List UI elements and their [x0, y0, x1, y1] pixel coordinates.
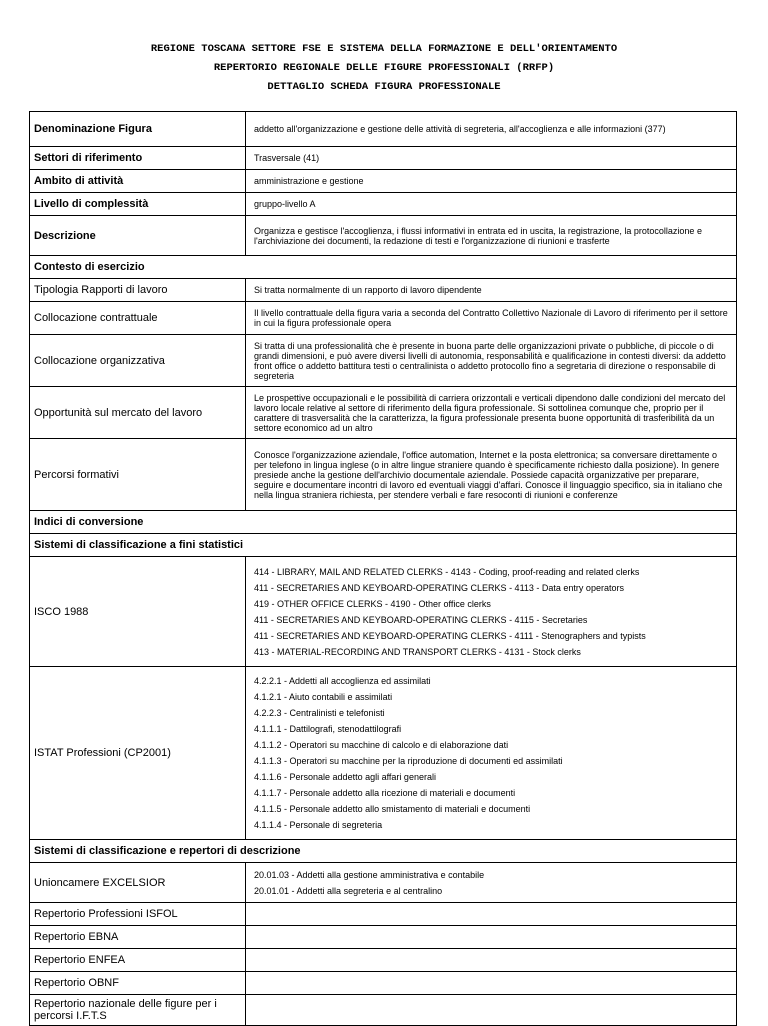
list-isco: [246, 557, 736, 666]
list-item: 4.1.1.7 - Personale addetto alla ricezione di materiali e documenti: [254, 788, 516, 798]
document-header: [0, 40, 768, 97]
list-item: 411 - SECRETARIES AND KEYBOARD-OPERATING CLERKS - 4115 - Secretaries: [254, 614, 588, 625]
label-opportunita: Opportunità sul mercato del lavoro: [30, 387, 246, 438]
value-ebna: [246, 926, 736, 948]
list-item: 20.01.03 - Addetti alla gestione amministrativa e contabile: [254, 869, 485, 880]
value-obnf: [246, 972, 736, 994]
value-organizzativa: Si tratta di una professionalità che è presente in buona parte delle organizzazioni private o pubbliche, di piccole o di grandi dimensioni, e può avere diversi livelli di autonomia, responsabilità e qualificazione in contesti diversi: da addetto front office o addetto battitura testi o centralinista o addetto protocollo fino a segretaria di direzione o responsabile di segreteria: [254, 340, 726, 381]
list-item: 20.01.01 - Addetti alla segreteria e al centralino: [254, 885, 443, 896]
value-denominazione: addetto all'organizzazione e gestione delle attività di segreteria, all'accoglienza e alle informazioni (377): [254, 124, 666, 134]
list-item: 413 - MATERIAL-RECORDING AND TRANSPORT CLERKS - 4131 - Stock clerks: [254, 646, 581, 657]
list-item: 4.1.1.3 - Operatori su macchine per la riproduzione di documenti ed assimilati: [254, 756, 563, 766]
section-indici: Indici di conversione: [30, 510, 736, 533]
value-ambito: amministrazione e gestione: [254, 176, 364, 186]
list-item: 4.1.1.5 - Personale addetto allo smistamento di materiali e documenti: [254, 804, 531, 814]
row-settori: [30, 146, 736, 169]
row-isco: [30, 556, 736, 666]
row-enfea: [30, 948, 736, 971]
row-ebna: [30, 925, 736, 948]
list-item: 4.2.2.1 - Addetti all accoglienza ed assimilati: [254, 676, 431, 686]
list-item: 4.2.2.3 - Centralinisti e telefonisti: [254, 708, 385, 718]
list-item: 411 - SECRETARIES AND KEYBOARD-OPERATING CLERKS - 4111 - Stenographers and typists: [254, 630, 646, 641]
label-organizzativa: Collocazione organizzativa: [30, 335, 246, 386]
row-isfol: [30, 902, 736, 925]
row-ifts: [30, 994, 736, 1025]
label-ebna: Repertorio EBNA: [30, 926, 246, 948]
row-opportunita: [30, 386, 736, 438]
row-percorsi: [30, 438, 736, 510]
figura-table: [29, 111, 737, 1026]
label-denominazione: Denominazione Figura: [30, 112, 246, 146]
row-ambito: [30, 169, 736, 192]
row-excelsior: [30, 862, 736, 902]
label-percorsi: Percorsi formativi: [30, 439, 246, 510]
value-ifts: [246, 995, 736, 1025]
list-item: 4.1.1.2 - Operatori su macchine di calcolo e di elaborazione dati: [254, 740, 509, 750]
value-descrizione: Organizza e gestisce l'accoglienza, i flussi informativi in entrata ed in uscita, la registrazione, la protocollazione e l'archiviazione dei documenti, la redazione di testi e l'organizzazione di riunioni e trasferte: [254, 225, 702, 246]
list-item: 4.1.2.1 - Aiuto contabili e assimilati: [254, 692, 393, 702]
list-excelsior: [246, 863, 736, 902]
label-descrizione: Descrizione: [30, 216, 246, 255]
value-livello: gruppo-livello A: [254, 199, 316, 209]
value-tipologia: Si tratta normalmente di un rapporto di lavoro dipendente: [254, 285, 482, 295]
row-descrizione: [30, 215, 736, 255]
row-organizzativa: [30, 334, 736, 386]
row-tipologia: [30, 278, 736, 301]
label-tipologia: Tipologia Rapporti di lavoro: [30, 279, 246, 301]
list-item: 4.1.1.4 - Personale di segreteria: [254, 820, 383, 830]
label-istat: ISTAT Professioni (CP2001): [30, 667, 246, 839]
section-repertori: Sistemi di classificazione e repertori di descrizione: [30, 839, 736, 862]
label-settori: Settori di riferimento: [30, 147, 246, 169]
label-livello: Livello di complessità: [30, 193, 246, 215]
row-contrattuale: [30, 301, 736, 334]
value-settori: Trasversale (41): [254, 153, 320, 163]
list-item: 414 - LIBRARY, MAIL AND RELATED CLERKS - 4143 - Coding, proof-reading and related clerks: [254, 566, 640, 577]
header-line-2: REPERTORIO REGIONALE DELLE FIGURE PROFESSIONALI (RRFP): [213, 62, 555, 74]
list-item: 4.1.1.1 - Dattilografi, stenodattilografi: [254, 724, 402, 734]
label-excelsior: Unioncamere EXCELSIOR: [30, 863, 246, 902]
label-obnf: Repertorio OBNF: [30, 972, 246, 994]
header-line-1: REGIONE TOSCANA SETTORE FSE E SISTEMA DELLA FORMAZIONE E DELL'ORIENTAMENTO: [150, 43, 618, 55]
list-item: 419 - OTHER OFFICE CLERKS - 4190 - Other office clerks: [254, 598, 491, 609]
section-statistici: Sistemi di classificazione a fini statistici: [30, 533, 736, 556]
row-livello: [30, 192, 736, 215]
value-enfea: [246, 949, 736, 971]
label-contrattuale: Collocazione contrattuale: [30, 302, 246, 334]
value-isfol: [246, 903, 736, 925]
value-contrattuale: Il livello contrattuale della figura varia a seconda del Contratto Collettivo Nazionale di Lavoro di riferimento per il settore in cui la figura professionale opera: [254, 308, 728, 328]
header-line-3: DETTAGLIO SCHEDA FIGURA PROFESSIONALE: [267, 81, 501, 93]
list-item: 4.1.1.6 - Personale addetto agli affari generali: [254, 772, 436, 782]
value-opportunita: Le prospettive occupazionali e le possibilità di carriera orizzontali e verticali dipendono dalle condizioni del mercato del lavoro locale relative al settore di riferimento della figura professionale. Si sottolinea comunque che, proprio per il carattere di trasversalità che la caratterizza, la figura professionale presenta buone opportunità di trasferibilità da un settore economico ad un altro: [254, 392, 726, 433]
row-denominazione: [30, 112, 736, 146]
label-ifts: Repertorio nazionale delle figure per i percorsi I.F.T.S: [30, 995, 246, 1025]
label-isfol: Repertorio Professioni ISFOL: [30, 903, 246, 925]
value-percorsi: Conosce l'organizzazione aziendale, l'office automation, Internet e la posta elettronica; sa conversare direttamente o per telefono in lingua inglese (o in altre lingue straniere quando è specificamente richiesto dalla posizione). In genere presiede anche la gestione dell'archivio documentale aziendale. Possiede capacità organizzative per preparare, seguire e documentare incontri di lavoro ed eventuali viaggi d'affari. Conosce il linguaggio specifico, sia in italiano che nella lingua straniera richiesta, per stendere verbali e fare resoconti di riunioni e conferenze: [254, 449, 723, 500]
label-isco: ISCO 1988: [30, 557, 246, 666]
section-contesto: Contesto di esercizio: [30, 255, 736, 278]
list-item: 411 - SECRETARIES AND KEYBOARD-OPERATING CLERKS - 4113 - Data entry operators: [254, 582, 624, 593]
row-obnf: [30, 971, 736, 994]
label-ambito: Ambito di attività: [30, 170, 246, 192]
row-istat: [30, 666, 736, 839]
list-istat: [246, 667, 736, 839]
label-enfea: Repertorio ENFEA: [30, 949, 246, 971]
